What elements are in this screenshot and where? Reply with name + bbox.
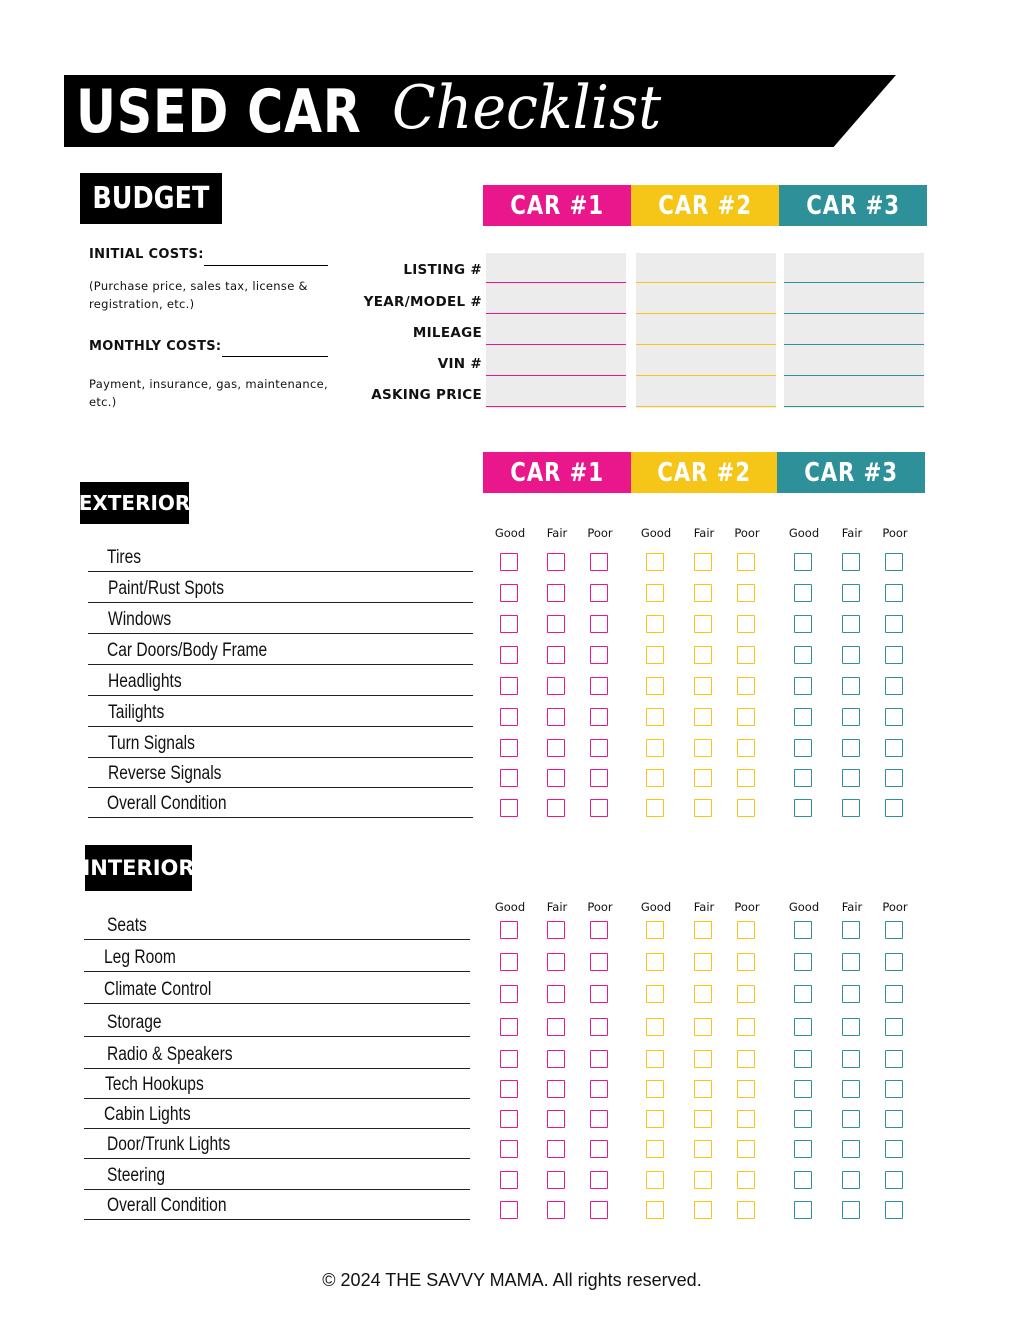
exterior-checkbox-car1-good[interactable] — [500, 677, 518, 695]
exterior-checkbox-car3-good[interactable] — [794, 646, 812, 664]
interior-item-label: Steering — [107, 1165, 166, 1186]
car3-header — [777, 452, 925, 493]
interior-item-line — [84, 1036, 470, 1037]
interior-checkbox-car1-poor[interactable] — [590, 1140, 608, 1158]
interior-item-label: Cabin Lights — [104, 1104, 191, 1125]
exterior-checkbox-car2-poor[interactable] — [737, 769, 755, 787]
interior-checkbox-car3-poor[interactable] — [885, 921, 903, 939]
interior-checkbox-car2-poor[interactable] — [737, 985, 755, 1003]
exterior-checkbox-car3-fair[interactable] — [842, 799, 860, 817]
interior-checkbox-car3-poor[interactable] — [885, 985, 903, 1003]
exterior-checkbox-car2-good[interactable] — [646, 708, 664, 726]
exterior-checkbox-car2-good[interactable] — [646, 615, 664, 633]
car3-header-text: CAR #3 — [804, 457, 898, 488]
interior-checkbox-car3-poor[interactable] — [885, 1201, 903, 1219]
interior-checkbox-car1-fair[interactable] — [547, 1110, 565, 1128]
exterior-checkbox-car2-good[interactable] — [646, 584, 664, 602]
exterior-checkbox-car1-fair[interactable] — [547, 799, 565, 817]
exterior-checkbox-car1-poor[interactable] — [590, 739, 608, 757]
exterior-checkbox-car3-good[interactable] — [794, 739, 812, 757]
interior-checkbox-car1-good[interactable] — [500, 1050, 518, 1068]
interior-checkbox-car1-fair[interactable] — [547, 1201, 565, 1219]
exterior-checkbox-car2-good[interactable] — [646, 553, 664, 571]
exterior-checkbox-car1-fair[interactable] — [547, 739, 565, 757]
budget-heading-text: BUDGET — [92, 181, 210, 216]
exterior-item-label: Overall Condition — [107, 793, 227, 814]
interior-item-label: Tech Hookups — [105, 1074, 204, 1095]
exterior-checkbox-car3-poor[interactable] — [885, 677, 903, 695]
exterior-checkbox-car3-poor[interactable] — [885, 553, 903, 571]
interior-checkbox-car1-poor[interactable] — [590, 1110, 608, 1128]
interior-checkbox-car1-good[interactable] — [500, 953, 518, 971]
car2-field-line-5[interactable] — [636, 406, 776, 407]
exterior-checkbox-car3-good[interactable] — [794, 799, 812, 817]
interior-checkbox-car1-poor[interactable] — [590, 921, 608, 939]
interior-checkbox-car2-poor[interactable] — [737, 953, 755, 971]
interior-checkbox-car1-good[interactable] — [500, 1110, 518, 1128]
car3-header-top — [779, 185, 927, 226]
interior-checkbox-car3-fair[interactable] — [842, 1018, 860, 1036]
exterior-checkbox-car2-fair[interactable] — [694, 799, 712, 817]
exterior-checkbox-car3-fair[interactable] — [842, 615, 860, 633]
monthly-costs-label: MONTHLY COSTS: — [89, 339, 222, 354]
exterior-checkbox-car2-poor[interactable] — [737, 677, 755, 695]
exterior-checkbox-car2-fair[interactable] — [694, 708, 712, 726]
interior-checkbox-car3-good[interactable] — [794, 985, 812, 1003]
interior-checkbox-car3-fair[interactable] — [842, 1080, 860, 1098]
interior-checkbox-car1-poor[interactable] — [590, 1080, 608, 1098]
exterior-checkbox-car3-good[interactable] — [794, 708, 812, 726]
interior-checkbox-car3-fair[interactable] — [842, 1201, 860, 1219]
interior-checkbox-car1-good[interactable] — [500, 1080, 518, 1098]
interior-item-line — [84, 1003, 470, 1004]
exterior-checkbox-car1-good[interactable] — [500, 708, 518, 726]
exterior-item-line — [88, 664, 473, 665]
interior-rating-header: Good — [788, 900, 820, 914]
interior-item-label: Radio & Speakers — [107, 1044, 233, 1065]
exterior-item-label: Turn Signals — [108, 733, 195, 754]
interior-heading-text: INTERIOR — [82, 856, 195, 880]
interior-checkbox-car2-poor[interactable] — [737, 1080, 755, 1098]
interior-checkbox-car3-fair[interactable] — [842, 1110, 860, 1128]
exterior-checkbox-car2-poor[interactable] — [737, 708, 755, 726]
interior-checkbox-car2-fair[interactable] — [694, 985, 712, 1003]
interior-rating-header: Poor — [587, 900, 613, 914]
interior-item-line — [84, 1128, 470, 1129]
car1-fields[interactable] — [486, 253, 626, 408]
car2-header-text: CAR #2 — [657, 457, 751, 488]
exterior-checkbox-car1-poor[interactable] — [590, 708, 608, 726]
exterior-rating-header: Poor — [734, 526, 760, 540]
exterior-checkbox-car2-good[interactable] — [646, 739, 664, 757]
exterior-checkbox-car2-fair[interactable] — [694, 615, 712, 633]
interior-checkbox-car2-fair[interactable] — [694, 1050, 712, 1068]
interior-checkbox-car3-good[interactable] — [794, 1171, 812, 1189]
interior-checkbox-car2-fair[interactable] — [694, 1140, 712, 1158]
interior-checkbox-car2-good[interactable] — [646, 1018, 664, 1036]
interior-checkbox-car1-good[interactable] — [500, 1171, 518, 1189]
interior-item-label: Seats — [107, 915, 147, 936]
exterior-checkbox-car1-fair[interactable] — [547, 708, 565, 726]
car2-field-line-4[interactable] — [636, 375, 776, 376]
exterior-checkbox-car1-fair[interactable] — [547, 584, 565, 602]
field-label-year-model: YEAR/MODEL # — [363, 294, 482, 310]
exterior-checkbox-car2-fair[interactable] — [694, 646, 712, 664]
interior-checkbox-car1-good[interactable] — [500, 1201, 518, 1219]
interior-rating-header: Fair — [693, 900, 715, 914]
interior-checkbox-car1-poor[interactable] — [590, 1018, 608, 1036]
exterior-item-label: Tires — [107, 547, 142, 568]
interior-checkbox-car3-fair[interactable] — [842, 1140, 860, 1158]
field-label-listing: LISTING # — [403, 262, 482, 278]
interior-rating-header: Fair — [841, 900, 863, 914]
car1-header-top-text: CAR #1 — [510, 190, 604, 221]
interior-checkbox-car2-good[interactable] — [646, 921, 664, 939]
exterior-checkbox-car1-good[interactable] — [500, 799, 518, 817]
exterior-rating-header: Fair — [841, 526, 863, 540]
exterior-checkbox-car2-poor[interactable] — [737, 615, 755, 633]
interior-checkbox-car3-fair[interactable] — [842, 985, 860, 1003]
exterior-heading — [80, 482, 189, 524]
interior-heading — [82, 845, 195, 891]
interior-item-line — [84, 1158, 470, 1159]
car2-header — [631, 452, 777, 493]
page-title-script: Checklist — [392, 73, 662, 143]
exterior-checkbox-car1-fair[interactable] — [547, 646, 565, 664]
exterior-checkbox-car2-good[interactable] — [646, 677, 664, 695]
interior-checkbox-car2-poor[interactable] — [737, 1201, 755, 1219]
interior-checkbox-car3-poor[interactable] — [885, 1140, 903, 1158]
car3-field-line-1[interactable] — [784, 282, 924, 283]
budget-heading — [80, 173, 222, 224]
interior-rating-header: Poor — [882, 900, 908, 914]
exterior-item-label: Windows — [108, 609, 172, 630]
exterior-checkbox-car1-poor[interactable] — [590, 769, 608, 787]
interior-checkbox-car3-fair[interactable] — [842, 1171, 860, 1189]
field-label-vin: VIN # — [437, 356, 482, 372]
exterior-item-label: Tailights — [108, 702, 165, 723]
exterior-checkbox-car2-poor[interactable] — [737, 739, 755, 757]
car3-field-line-2[interactable] — [784, 313, 924, 314]
interior-checkbox-car2-poor[interactable] — [737, 1050, 755, 1068]
exterior-item-label: Headlights — [108, 671, 182, 692]
exterior-checkbox-car3-fair[interactable] — [842, 677, 860, 695]
exterior-checkbox-car1-fair[interactable] — [547, 615, 565, 633]
exterior-item-line — [88, 571, 473, 572]
exterior-checkbox-car3-good[interactable] — [794, 553, 812, 571]
exterior-item-line — [88, 633, 473, 634]
exterior-rating-header: Poor — [587, 526, 613, 540]
exterior-checkbox-car2-good[interactable] — [646, 769, 664, 787]
exterior-checkbox-car2-fair[interactable] — [694, 553, 712, 571]
interior-checkbox-car3-poor[interactable] — [885, 953, 903, 971]
car1-header — [483, 452, 631, 493]
exterior-checkbox-car1-good[interactable] — [500, 553, 518, 571]
interior-checkbox-car1-fair[interactable] — [547, 1050, 565, 1068]
interior-rating-header: Poor — [734, 900, 760, 914]
interior-checkbox-car2-fair[interactable] — [694, 1110, 712, 1128]
car3-fields[interactable] — [784, 253, 924, 408]
interior-checkbox-car1-fair[interactable] — [547, 1018, 565, 1036]
interior-checkbox-car1-good[interactable] — [500, 921, 518, 939]
interior-checkbox-car3-fair[interactable] — [842, 921, 860, 939]
exterior-checkbox-car2-fair[interactable] — [694, 739, 712, 757]
exterior-checkbox-car2-fair[interactable] — [694, 677, 712, 695]
exterior-checkbox-car2-fair[interactable] — [694, 769, 712, 787]
exterior-checkbox-car3-poor[interactable] — [885, 615, 903, 633]
interior-checkbox-car2-fair[interactable] — [694, 1201, 712, 1219]
exterior-checkbox-car1-good[interactable] — [500, 615, 518, 633]
exterior-checkbox-car3-poor[interactable] — [885, 646, 903, 664]
exterior-item-label: Car Doors/Body Frame — [107, 640, 268, 661]
interior-checkbox-car3-poor[interactable] — [885, 1110, 903, 1128]
exterior-checkbox-car3-fair[interactable] — [842, 584, 860, 602]
exterior-checkbox-car1-good[interactable] — [500, 769, 518, 787]
exterior-checkbox-car2-poor[interactable] — [737, 553, 755, 571]
exterior-rating-header: Fair — [546, 526, 568, 540]
car2-field-line-2[interactable] — [636, 313, 776, 314]
exterior-checkbox-car2-poor[interactable] — [737, 646, 755, 664]
page-title: USED CAR — [76, 77, 362, 147]
car2-field-line-1[interactable] — [636, 282, 776, 283]
interior-item-line — [84, 1098, 470, 1099]
exterior-checkbox-car3-good[interactable] — [794, 615, 812, 633]
interior-item-label: Overall Condition — [107, 1195, 227, 1216]
interior-checkbox-car1-fair[interactable] — [547, 985, 565, 1003]
interior-checkbox-car1-fair[interactable] — [547, 953, 565, 971]
interior-item-label: Climate Control — [104, 979, 212, 1000]
car2-field-line-3[interactable] — [636, 344, 776, 345]
exterior-item-label: Reverse Signals — [108, 763, 222, 784]
exterior-checkbox-car3-poor[interactable] — [885, 584, 903, 602]
exterior-item-line — [88, 787, 473, 788]
interior-checkbox-car3-fair[interactable] — [842, 953, 860, 971]
interior-checkbox-car1-poor[interactable] — [590, 1171, 608, 1189]
exterior-checkbox-car1-poor[interactable] — [590, 677, 608, 695]
interior-checkbox-car3-fair[interactable] — [842, 1050, 860, 1068]
exterior-rating-header: Good — [640, 526, 672, 540]
interior-item-label: Door/Trunk Lights — [107, 1134, 231, 1155]
exterior-rating-header: Fair — [693, 526, 715, 540]
exterior-checkbox-car3-good[interactable] — [794, 769, 812, 787]
car3-field-line-4[interactable] — [784, 375, 924, 376]
interior-checkbox-car2-good[interactable] — [646, 1171, 664, 1189]
exterior-checkbox-car2-good[interactable] — [646, 646, 664, 664]
car3-field-line-5[interactable] — [784, 406, 924, 407]
interior-checkbox-car2-fair[interactable] — [694, 1171, 712, 1189]
car1-field-line-3[interactable] — [486, 344, 626, 345]
exterior-checkbox-car3-poor[interactable] — [885, 708, 903, 726]
interior-checkbox-car1-poor[interactable] — [590, 1050, 608, 1068]
interior-rating-header: Good — [640, 900, 672, 914]
exterior-checkbox-car1-poor[interactable] — [590, 646, 608, 664]
interior-checkbox-car1-poor[interactable] — [590, 953, 608, 971]
interior-checkbox-car3-poor[interactable] — [885, 1171, 903, 1189]
exterior-checkbox-car3-good[interactable] — [794, 677, 812, 695]
interior-checkbox-car2-good[interactable] — [646, 1201, 664, 1219]
interior-checkbox-car3-poor[interactable] — [885, 1080, 903, 1098]
car2-header-top-text: CAR #2 — [658, 190, 752, 221]
exterior-item-line — [88, 726, 473, 727]
interior-checkbox-car3-poor[interactable] — [885, 1050, 903, 1068]
exterior-checkbox-car1-good[interactable] — [500, 646, 518, 664]
exterior-item-line — [88, 757, 473, 758]
interior-checkbox-car1-fair[interactable] — [547, 921, 565, 939]
interior-checkbox-car2-poor[interactable] — [737, 1018, 755, 1036]
car1-field-line-2[interactable] — [486, 313, 626, 314]
interior-item-line — [84, 971, 470, 972]
interior-checkbox-car3-poor[interactable] — [885, 1018, 903, 1036]
exterior-checkbox-car1-good[interactable] — [500, 739, 518, 757]
exterior-item-label: Paint/Rust Spots — [108, 578, 225, 599]
exterior-checkbox-car1-poor[interactable] — [590, 584, 608, 602]
interior-rating-header: Good — [494, 900, 526, 914]
car1-header-top — [483, 185, 631, 226]
exterior-heading-text: EXTERIOR — [78, 491, 191, 515]
exterior-rating-header: Poor — [882, 526, 908, 540]
interior-checkbox-car2-poor[interactable] — [737, 1171, 755, 1189]
interior-rating-header: Fair — [546, 900, 568, 914]
interior-item-label: Storage — [107, 1012, 162, 1033]
exterior-item-line — [88, 602, 473, 603]
exterior-rating-header: Good — [494, 526, 526, 540]
car1-header-text: CAR #1 — [510, 457, 604, 488]
car1-field-line-5[interactable] — [486, 406, 626, 407]
exterior-checkbox-car2-good[interactable] — [646, 799, 664, 817]
interior-checkbox-car2-good[interactable] — [646, 985, 664, 1003]
exterior-checkbox-car3-poor[interactable] — [885, 799, 903, 817]
exterior-checkbox-car3-poor[interactable] — [885, 769, 903, 787]
interior-checkbox-car2-good[interactable] — [646, 953, 664, 971]
interior-checkbox-car2-poor[interactable] — [737, 921, 755, 939]
interior-checkbox-car2-fair[interactable] — [694, 953, 712, 971]
interior-checkbox-car2-fair[interactable] — [694, 1080, 712, 1098]
interior-checkbox-car2-good[interactable] — [646, 1140, 664, 1158]
interior-checkbox-car3-good[interactable] — [794, 1018, 812, 1036]
interior-checkbox-car1-poor[interactable] — [590, 985, 608, 1003]
car2-fields[interactable] — [636, 253, 776, 408]
car1-field-line-1[interactable] — [486, 282, 626, 283]
interior-checkbox-car3-good[interactable] — [794, 1080, 812, 1098]
exterior-item-line — [88, 817, 473, 818]
interior-checkbox-car2-good[interactable] — [646, 1080, 664, 1098]
exterior-checkbox-car2-poor[interactable] — [737, 584, 755, 602]
exterior-checkbox-car3-fair[interactable] — [842, 708, 860, 726]
car2-header-top — [631, 185, 779, 226]
exterior-checkbox-car3-fair[interactable] — [842, 739, 860, 757]
exterior-item-line — [88, 695, 473, 696]
interior-checkbox-car1-poor[interactable] — [590, 1201, 608, 1219]
car3-field-line-3[interactable] — [784, 344, 924, 345]
exterior-checkbox-car1-fair[interactable] — [547, 769, 565, 787]
interior-checkbox-car3-good[interactable] — [794, 1140, 812, 1158]
exterior-checkbox-car3-good[interactable] — [794, 584, 812, 602]
interior-checkbox-car1-good[interactable] — [500, 1018, 518, 1036]
exterior-checkbox-car1-good[interactable] — [500, 584, 518, 602]
exterior-checkbox-car1-poor[interactable] — [590, 799, 608, 817]
interior-checkbox-car3-good[interactable] — [794, 921, 812, 939]
field-label-asking-price: ASKING PRICE — [371, 387, 482, 403]
exterior-checkbox-car3-fair[interactable] — [842, 769, 860, 787]
interior-checkbox-car2-good[interactable] — [646, 1110, 664, 1128]
car3-header-top-text: CAR #3 — [806, 190, 900, 221]
interior-checkbox-car1-good[interactable] — [500, 1140, 518, 1158]
interior-checkbox-car1-fair[interactable] — [547, 1140, 565, 1158]
interior-checkbox-car1-fair[interactable] — [547, 1080, 565, 1098]
interior-item-line — [84, 1219, 470, 1220]
exterior-checkbox-car1-poor[interactable] — [590, 615, 608, 633]
interior-checkbox-car3-good[interactable] — [794, 1201, 812, 1219]
interior-checkbox-car2-poor[interactable] — [737, 1140, 755, 1158]
exterior-checkbox-car3-fair[interactable] — [842, 553, 860, 571]
interior-checkbox-car2-poor[interactable] — [737, 1110, 755, 1128]
initial-costs-label: INITIAL COSTS: — [89, 247, 204, 262]
interior-item-label: Leg Room — [104, 947, 176, 968]
interior-checkbox-car2-good[interactable] — [646, 1050, 664, 1068]
exterior-rating-header: Good — [788, 526, 820, 540]
field-label-mileage: MILEAGE — [412, 325, 482, 341]
interior-item-line — [84, 1068, 470, 1069]
exterior-checkbox-car2-poor[interactable] — [737, 799, 755, 817]
interior-item-line — [84, 939, 470, 940]
car1-field-line-4[interactable] — [486, 375, 626, 376]
exterior-checkbox-car1-poor[interactable] — [590, 553, 608, 571]
interior-checkbox-car3-good[interactable] — [794, 1110, 812, 1128]
exterior-checkbox-car1-fair[interactable] — [547, 553, 565, 571]
interior-checkbox-car1-good[interactable] — [500, 985, 518, 1003]
exterior-checkbox-car3-poor[interactable] — [885, 739, 903, 757]
monthly-costs-note: Payment, insurance, gas, maintenance, etc.) — [89, 377, 328, 409]
footer-copyright: © 2024 THE SAVVY MAMA. All rights reserved. — [322, 1270, 702, 1290]
exterior-checkbox-car2-fair[interactable] — [694, 584, 712, 602]
exterior-checkbox-car1-fair[interactable] — [547, 677, 565, 695]
interior-checkbox-car2-fair[interactable] — [694, 1018, 712, 1036]
interior-checkbox-car3-good[interactable] — [794, 1050, 812, 1068]
initial-costs-note: (Purchase price, sales tax, license & registration, etc.) — [89, 279, 308, 311]
exterior-checkbox-car3-fair[interactable] — [842, 646, 860, 664]
interior-checkbox-car1-fair[interactable] — [547, 1171, 565, 1189]
interior-checkbox-car3-good[interactable] — [794, 953, 812, 971]
interior-item-line — [84, 1189, 470, 1190]
interior-checkbox-car2-fair[interactable] — [694, 921, 712, 939]
